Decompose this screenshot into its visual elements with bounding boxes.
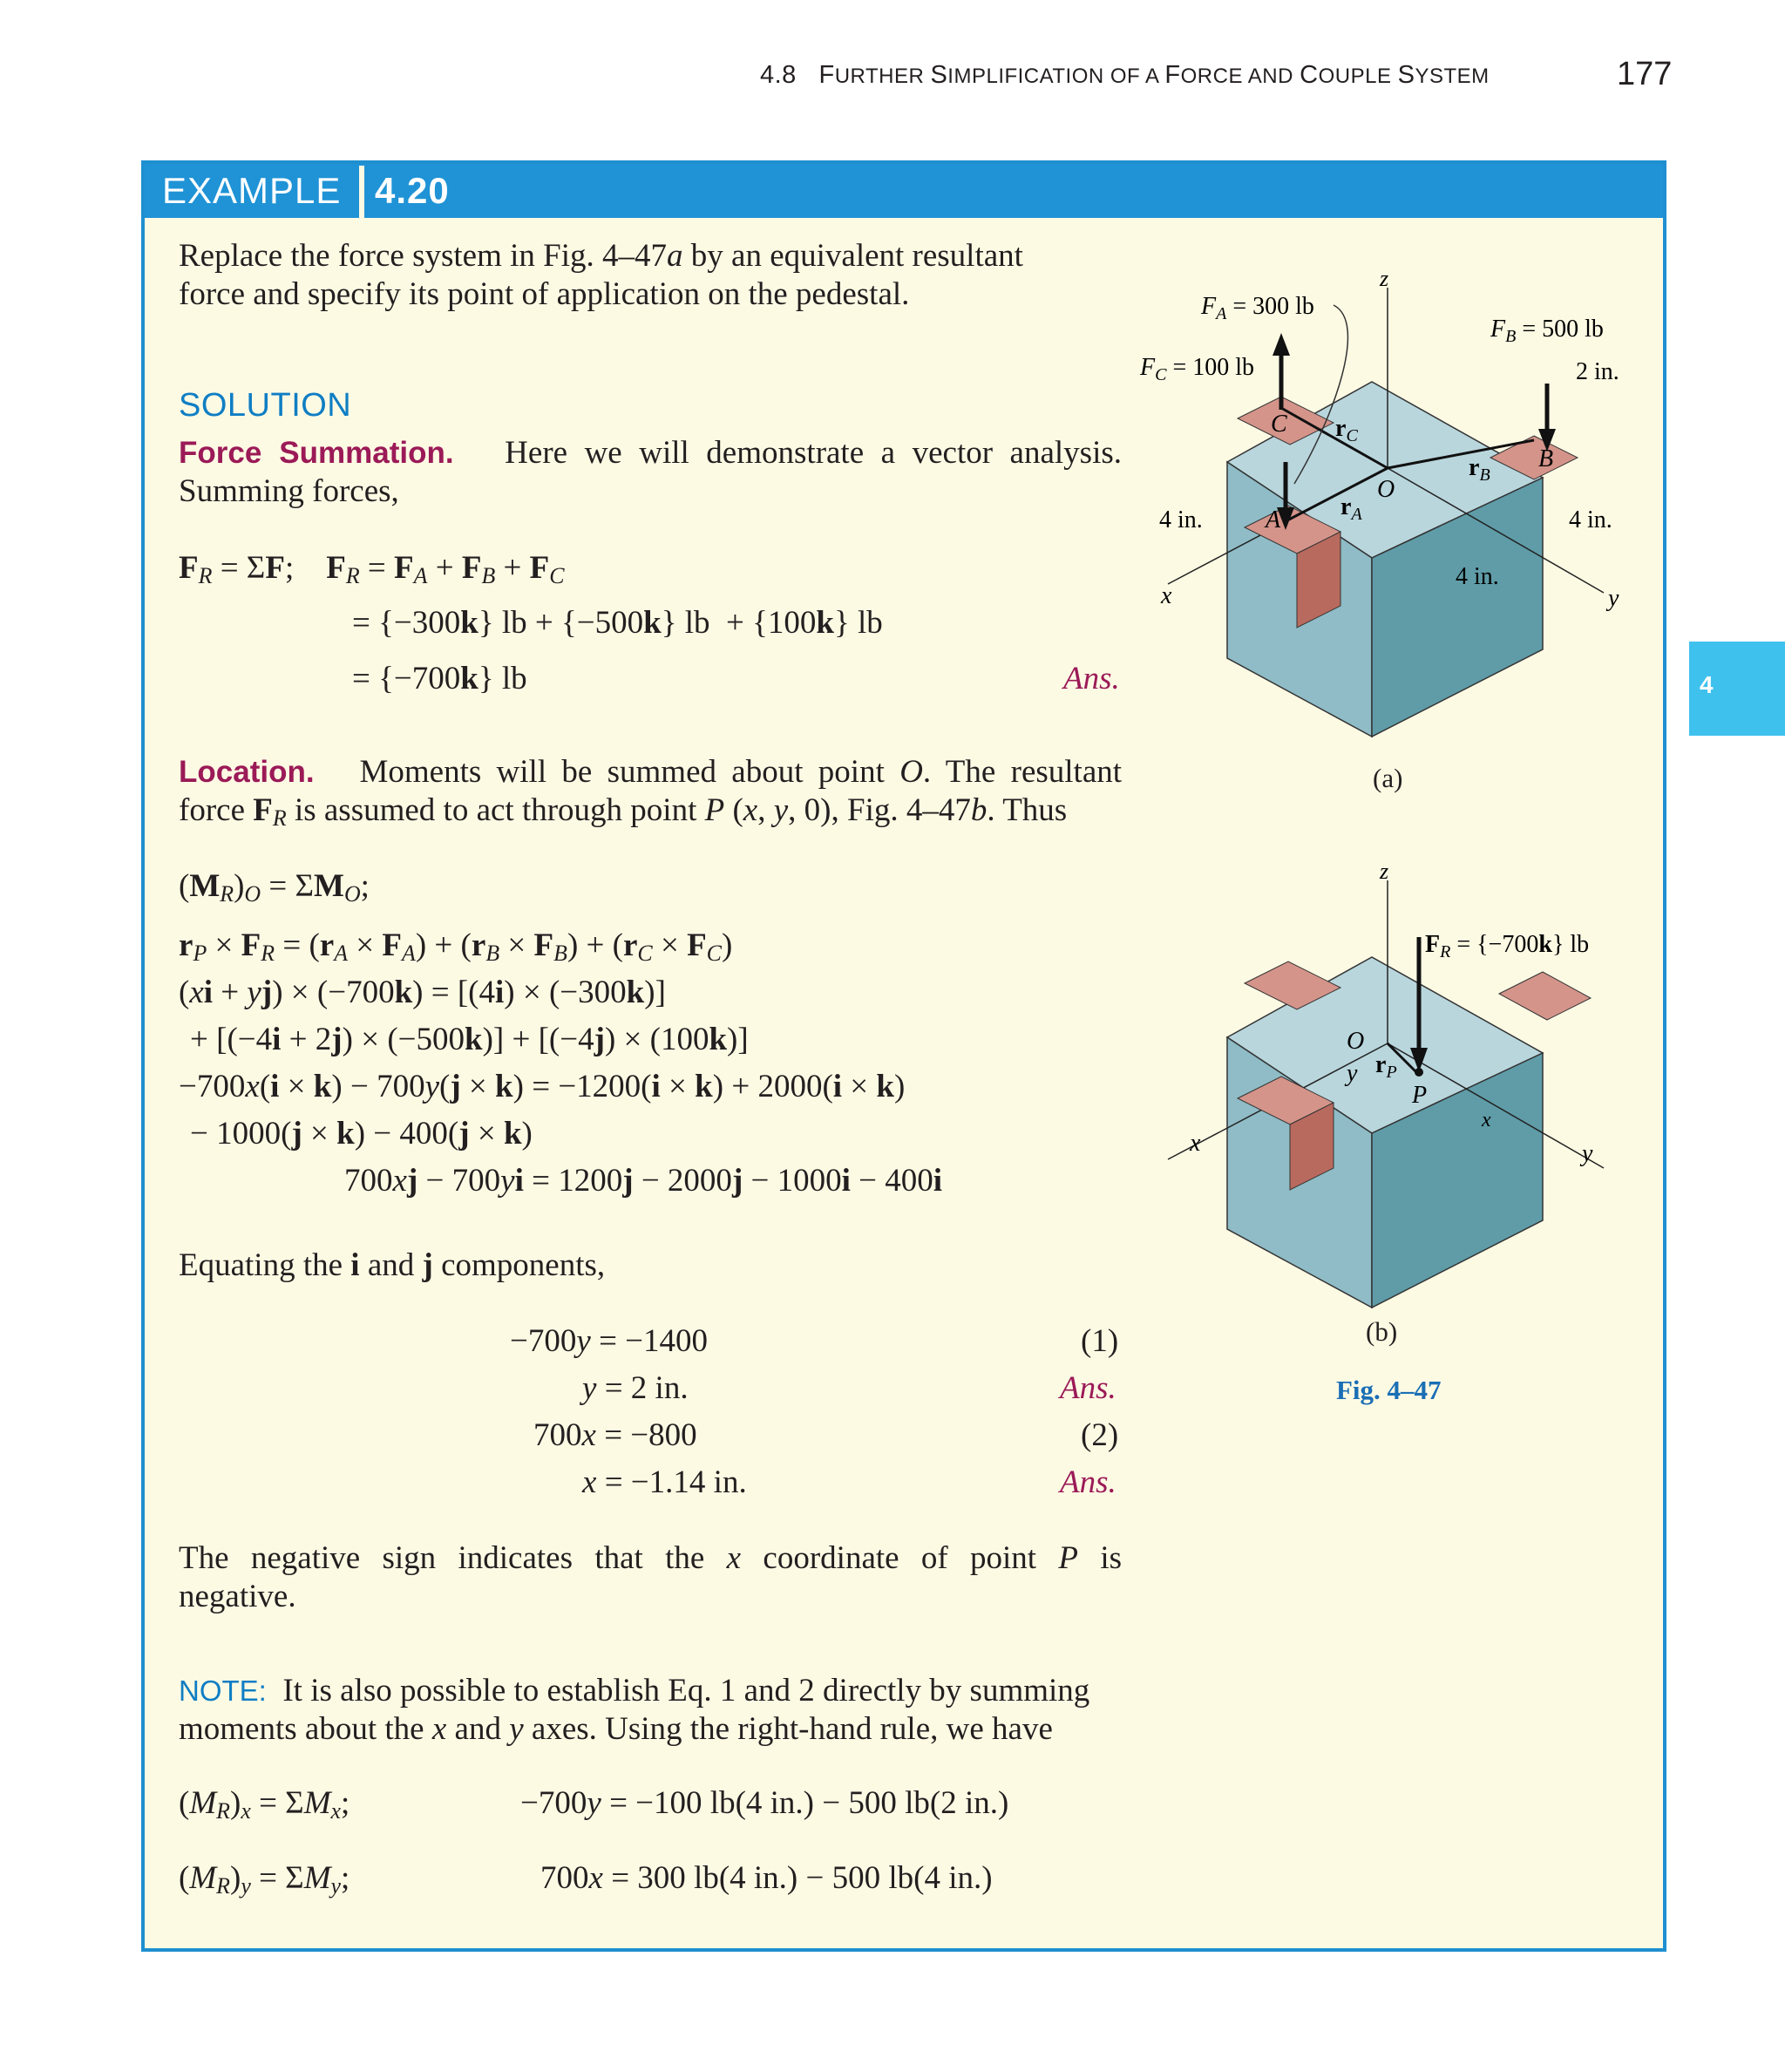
note-line2: moments about the x and y axes. Using the right-hand rule, we have xyxy=(179,1711,1053,1747)
caption-a: (a) xyxy=(1373,763,1403,793)
label-point-b: B xyxy=(1538,445,1554,472)
answer-label-2: Ans. xyxy=(1060,1370,1116,1406)
eq-number-2: (2) xyxy=(1081,1417,1119,1453)
eq-moment-2: $r_P \times F_R = (r_A \times F_A) + (r_B \times F_B) + (r_C \times F_C)$ xyxy=(179,927,733,966)
negative-sign-paragraph: The negative sign indicates that the x coordinate of point P is xyxy=(179,1540,1123,1576)
eq-force-sum-2: = {−300k} lb + {−500k} lb + {100k} lb xyxy=(352,605,883,641)
force-summation-line2: Summing forces, xyxy=(179,473,399,509)
label-fb: $F_B = 500$ lb xyxy=(1490,316,1604,346)
eq-note-2-lhs: $(M_R)_y = \Sigma M_y$; xyxy=(179,1860,350,1899)
negative-sign-line2: negative. xyxy=(179,1579,296,1614)
eq-moment-5: −700x(i × k) − 700y(j × k) = −1200(i × k) + 2000(i × k) xyxy=(179,1069,906,1104)
axis-b-y-label: y xyxy=(1582,1140,1593,1167)
label-fc: $F_C = 100$ lb xyxy=(1140,354,1255,384)
label-4in-right: 4 in. xyxy=(1569,506,1612,533)
eq-component-4: x = −1.14 in. xyxy=(582,1464,747,1500)
label-4in-bottom: 4 in. xyxy=(1456,563,1499,590)
figure-caption: Fig. 4–47 xyxy=(1336,1375,1442,1405)
axis-y-label: y xyxy=(1608,585,1619,612)
answer-label: Ans. xyxy=(1063,661,1120,696)
eq-component-2: y = 2 in. xyxy=(582,1370,689,1406)
label-b-point-o: O xyxy=(1347,1028,1365,1055)
answer-label-3: Ans. xyxy=(1060,1464,1116,1500)
equating-text: Equating the i and j components, xyxy=(179,1247,606,1283)
note-paragraph: NOTE: It is also possible to establish Eq. 1 and 2 directly by summing xyxy=(179,1673,1090,1709)
location-line2: force $F_R$ is assumed to act through point P (x, y, 0), Fig. 4–47b. Thus xyxy=(179,792,1068,831)
eq-component-1: −700y = −1400 xyxy=(510,1323,709,1359)
figure-a xyxy=(1116,262,1656,802)
caption-b: (b) xyxy=(1366,1316,1398,1347)
label-4in-left: 4 in. xyxy=(1159,506,1203,533)
label-point-c: C xyxy=(1271,411,1287,438)
label-point-a: A xyxy=(1266,506,1281,533)
example-separator xyxy=(359,166,364,221)
eq-moment-6: − 1000(j × k) − 400(j × k) xyxy=(190,1116,533,1151)
label-rc: $r_C$ xyxy=(1335,415,1358,445)
eq-moment-1: $(M_R)_O = \Sigma M_O$; xyxy=(179,868,370,907)
figure-b xyxy=(1116,854,1656,1325)
label-rp: $r_P$ xyxy=(1375,1051,1397,1082)
label-ra: $r_A$ xyxy=(1340,493,1362,524)
page-number: 177 xyxy=(1617,56,1673,92)
example-number: 4.20 xyxy=(375,170,450,211)
example-title-bar xyxy=(145,164,1663,218)
eq-force-sum-3: = {−700k} lb xyxy=(352,661,527,696)
chapter-tab-number: 4 xyxy=(1700,671,1714,698)
eq-note-1-rhs: −700y = −100 lb(4 in.) − 500 lb(2 in.) xyxy=(520,1785,1009,1821)
label-rb: $r_B$ xyxy=(1469,454,1490,485)
axis-z-label: z xyxy=(1380,266,1389,291)
problem-statement: Replace the force system in Fig. 4–47a by an equivalent resultant force and specify its point of application on the pedestal. xyxy=(179,238,1023,312)
label-dim-y: y xyxy=(1347,1060,1358,1087)
label-fr: $F_R = \{-700k\}$ lb xyxy=(1425,931,1590,961)
eq-note-1-lhs: $(M_R)_x = \Sigma M_x$; xyxy=(179,1785,350,1824)
label-2in: 2 in. xyxy=(1576,358,1619,385)
eq-moment-3: (xi + yj) × (−700k) = [(4i) × (−300k)] xyxy=(179,975,666,1010)
eq-note-2-rhs: 700x = 300 lb(4 in.) − 500 lb(4 in.) xyxy=(540,1860,993,1896)
eq-moment-4: + [(−4i + 2j) × (−500k)] + [(−4j) × (100k)] xyxy=(190,1022,749,1057)
label-point-p: P xyxy=(1412,1082,1428,1109)
eq-force-sum: $F_R = \Sigma F$; $F_R = F_A + F_B + F_C$ xyxy=(179,550,565,588)
axis-x-label: x xyxy=(1161,582,1172,609)
solution-heading: SOLUTION xyxy=(179,387,352,424)
label-dim-x: x xyxy=(1482,1109,1491,1131)
eq-number-1: (1) xyxy=(1081,1323,1119,1359)
label-point-o: O xyxy=(1377,476,1395,503)
eq-component-3: 700x = −800 xyxy=(533,1417,697,1453)
running-header: 4.8 FURTHER SIMPLIFICATION OF A FORCE AND COUPLE SYSTEM xyxy=(760,61,1490,89)
example-label: EXAMPLE xyxy=(162,170,342,211)
axis-b-z-label: z xyxy=(1380,859,1389,884)
axis-b-x-label: x xyxy=(1190,1130,1201,1157)
force-summation-paragraph: Force Summation. Here we will demonstrate a vector analysis. xyxy=(179,435,1123,471)
label-fa: $F_A = 300$ lb xyxy=(1201,293,1314,323)
location-paragraph: Location. Moments will be summed about point O. The resultant xyxy=(179,754,1123,790)
eq-moment-7: 700xj − 700yi = 1200j − 2000j − 1000i − 400i xyxy=(344,1163,943,1199)
